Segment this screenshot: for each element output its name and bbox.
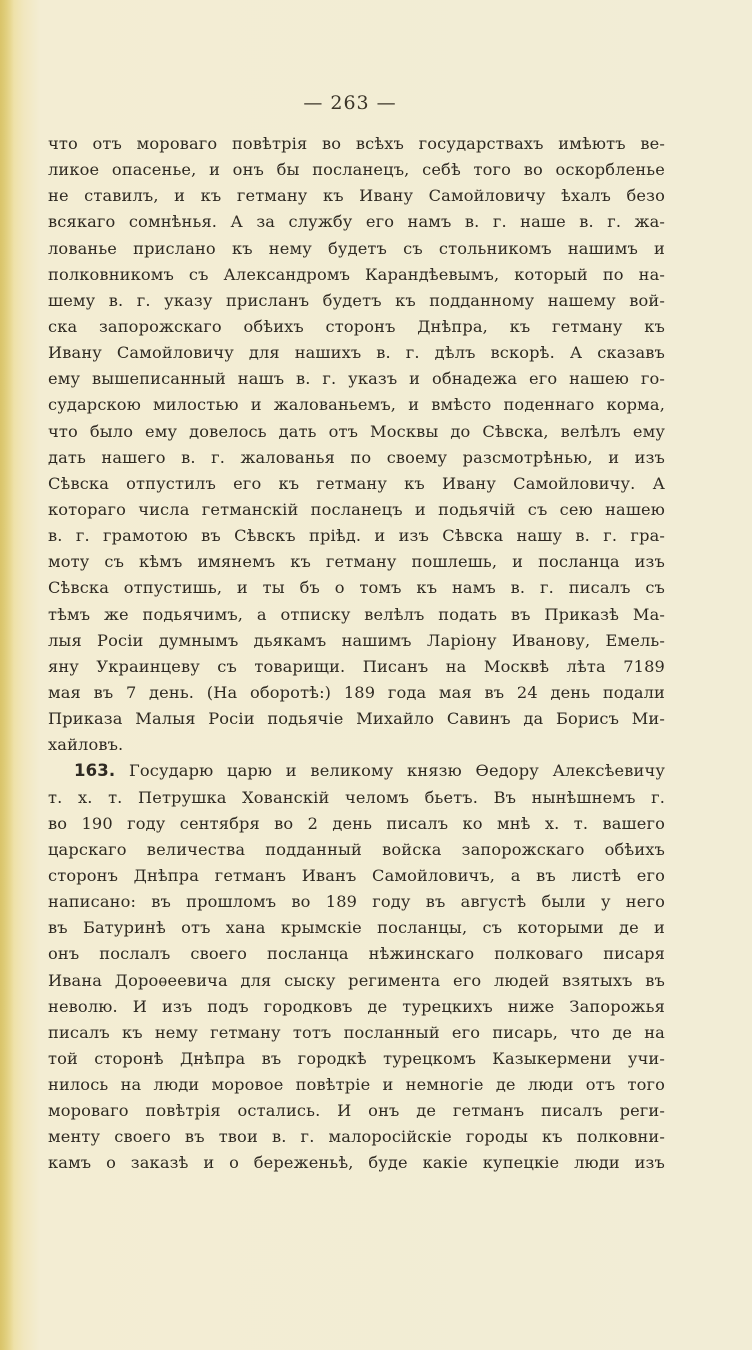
text-line: лованье прислано къ нему будетъ съ стольникомъ нашимъ и bbox=[48, 238, 665, 258]
text-line: Сѣвска отпустилъ его къ гетману къ Ивану Самойловичу. А bbox=[48, 473, 665, 493]
text-line: всякаго сомнѣнья. А за службу его намъ в. г. наше в. г. жа- bbox=[48, 212, 665, 232]
document-number: 163. bbox=[74, 761, 116, 781]
text-line: сударскою милостью и жалованьемъ, и вмѣсто поденнаго корма, bbox=[48, 395, 665, 415]
text-line: Сѣвска отпустишь, и ты бъ о томъ къ намъ в. г. писалъ съ bbox=[48, 578, 665, 598]
text-line: шему в. г. указу присланъ будетъ къ подданному нашему вой- bbox=[48, 290, 665, 310]
text-line: котораго числа гетманскій посланецъ и подьячій съ сею нашею bbox=[48, 499, 665, 519]
text-line: мороваго повѣтрія остались. И онъ де гетманъ писалъ реги- bbox=[48, 1101, 665, 1121]
text-line: хайловъ. bbox=[48, 735, 124, 755]
text-line: той сторонѣ Днѣпра въ городкѣ турецкомъ Казыкермени учи- bbox=[48, 1048, 665, 1068]
text-line: что отъ мороваго повѣтрія во всѣхъ государствахъ имѣютъ ве- bbox=[48, 134, 665, 153]
text-line: Приказа Малыя Росіи подьячіе Михайло Савинъ да Борисъ Ми- bbox=[48, 709, 665, 729]
text-line: менту своего въ твои в. г. малоросійскіе городы къ полковни- bbox=[48, 1127, 665, 1147]
text-line: камъ о заказѣ и о береженьѣ, буде какіе купецкіе люди изъ bbox=[48, 1153, 665, 1173]
paragraph-2 bbox=[48, 758, 665, 1176]
text-line: что было ему довелось дать отъ Москвы до Сѣвска, велѣлъ ему bbox=[48, 421, 665, 441]
text-line: неволю. И изъ подъ городковъ де турецкихъ ниже Запорожья bbox=[48, 996, 665, 1016]
page-number: — 263 — bbox=[303, 92, 397, 114]
text-line: не ставилъ, и къ гетману къ Ивану Самойловичу ѣхалъ безо bbox=[48, 186, 665, 206]
text-line: писалъ къ нему гетману тотъ посланный его писарь, что де на bbox=[48, 1022, 665, 1042]
text-line: тѣмъ же подьячимъ, а отписку велѣлъ подать въ Приказѣ Ма- bbox=[48, 604, 665, 624]
text-line: онъ послалъ своего посланца нѣжинскаго полковаго писаря bbox=[48, 944, 665, 964]
text-line: нилось на люди моровое повѣтріе и немногіе де люди отъ того bbox=[48, 1075, 665, 1095]
text-line: во 190 году сентября во 2 день писалъ ко мнѣ х. т. вашего bbox=[48, 813, 665, 833]
text-line: Ивана Дороѳеевича для сыску регимента его людей взятыхъ въ bbox=[48, 970, 665, 990]
paragraph-1 bbox=[48, 131, 665, 758]
text-line: полковникомъ съ Александромъ Карандѣевымъ, который по на- bbox=[48, 264, 665, 284]
text-line: в. г. грамотою въ Сѣвскъ пріѣд. и изъ Сѣвска нашу в. г. гра- bbox=[48, 526, 665, 546]
text-line: въ Батуринѣ отъ хана крымскіе посланцы, съ которыми де и bbox=[48, 918, 665, 938]
text-line: ска запорожскаго обѣихъ сторонъ Днѣпра, къ гетману къ bbox=[48, 316, 665, 336]
text-line: ликое опасенье, и онъ бы посланецъ, себѣ того во оскорбленье bbox=[48, 160, 665, 180]
text-line: сторонъ Днѣпра гетманъ Иванъ Самойловичъ, а въ листѣ его bbox=[48, 865, 665, 885]
text-line: лыя Росіи думнымъ дьякамъ нашимъ Ларіону Иванову, Емель- bbox=[48, 630, 665, 650]
text-line: моту съ кѣмъ имянемъ къ гетману пошлешь, и посланца изъ bbox=[48, 552, 665, 572]
document-heading-line bbox=[48, 758, 665, 784]
text-line-rest: Государю царю и великому князю Ѳедору Алексѣевичу bbox=[129, 761, 665, 781]
page-body-text bbox=[48, 131, 665, 1177]
text-line: Ивану Самойловичу для нашихъ в. г. дѣлъ вскорѣ. А сказавъ bbox=[48, 343, 665, 363]
page-edge-shadow bbox=[0, 0, 14, 1350]
text-line: мая въ 7 день. (На оборотѣ:) 189 года мая въ 24 день подали bbox=[48, 682, 665, 702]
text-line: яну Украинцеву съ товарищи. Писанъ на Москвѣ лѣта 7189 bbox=[48, 656, 665, 676]
text-line: царскаго величества подданный войска запорожскаго обѣихъ bbox=[48, 839, 665, 859]
text-line: дать нашего в. г. жалованья по своему разсмотрѣнью, и изъ bbox=[48, 447, 665, 467]
text-line: ему вышеписанный нашъ в. г. указъ и обнадежа его нашею го- bbox=[48, 369, 665, 389]
text-line: т. х. т. Петрушка Хованскій челомъ бьетъ. Въ нынѣшнемъ г. bbox=[48, 787, 665, 807]
text-line: написано: въ прошломъ во 189 году въ августѣ были у него bbox=[48, 892, 665, 912]
